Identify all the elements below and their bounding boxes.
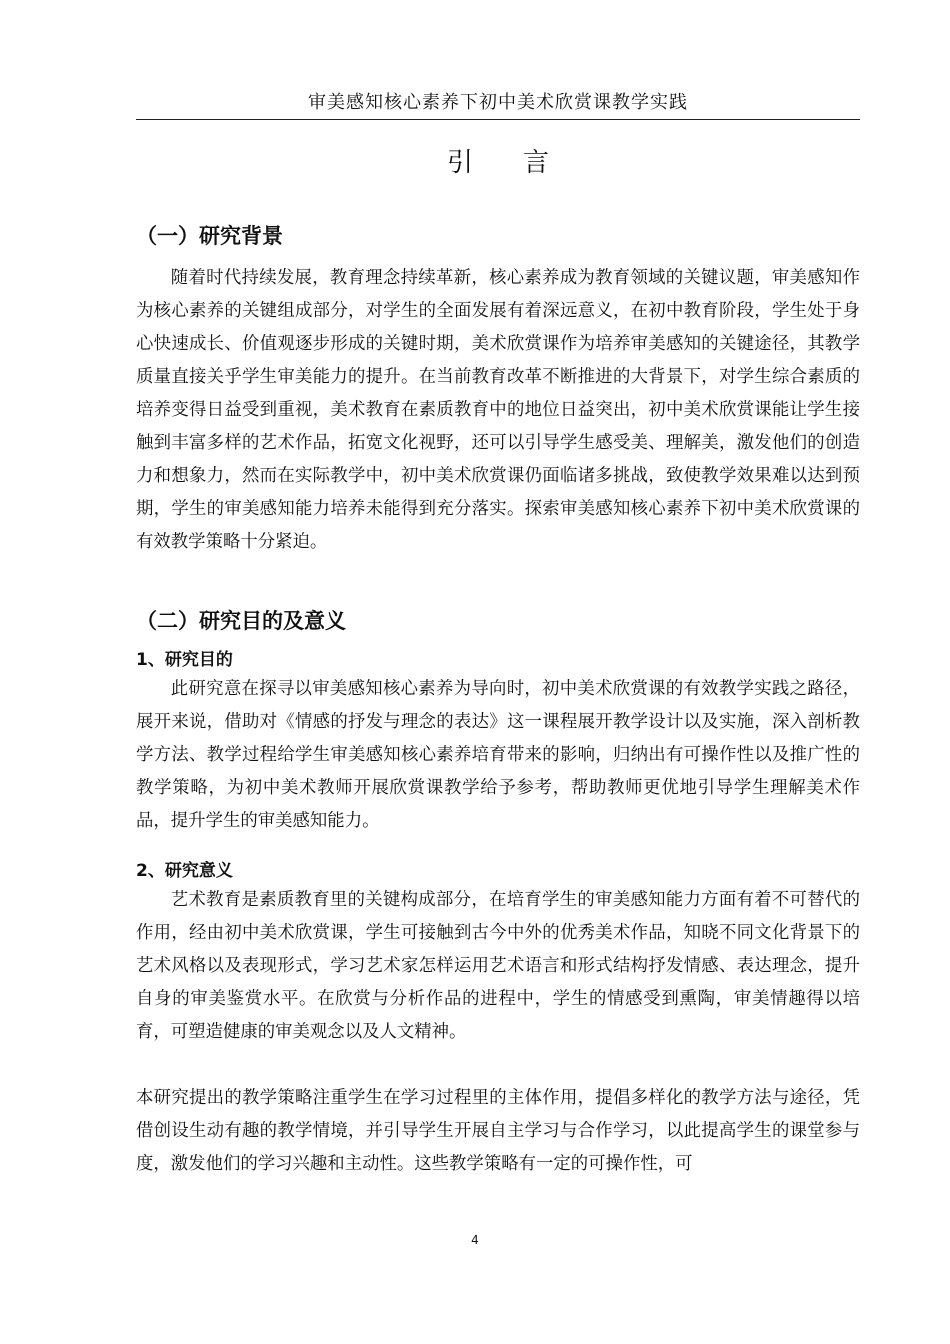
page-header: 审美感知核心素养下初中美术欣赏课教学实践 <box>308 92 688 113</box>
paragraph-background: 随着时代持续发展，教育理念持续革新，核心素养成为教育领域的关键议题，审美感知作为核心素养的关键组成部分，对学生的全面发展有着深远意义，在初中教育阶段，学生处于身心快速成长、价值观逐步形成的关键时期，美术欣赏课作为培养审美感知的关键途径，其教学质量直接关乎学生审美能力的提升。在当前教育改革不断推进的大背景下，对学生综合素质的培养变得日益受到重视，美术教育在素质教育中的地位日益突出，初中美术欣赏课能让学生接触到丰富多样的艺术作品，拓宽文化视野，还可以引导学生感受美、理解美，激发他们的创造力和想象力，然而在实际教学中，初中美术欣赏课仍面临诸多挑战，致使教学效果难以达到预期，学生的审美感知能力培养未能得到充分落实。探索审美感知核心素养下初中美术欣赏课的有效教学策略十分紧迫。 <box>136 268 860 552</box>
paragraph-purpose: 此研究意在探寻以审美感知核心素养为导向时，初中美术欣赏课的有效教学实践之路径，展开来说，借助对《情感的抒发与理念的表达》这一课程展开教学设计以及实施，深入剖析教学方法、教学过程给学生审美感知核心素养培育带来的影响，归纳出有可操作性以及推广性的教学策略，为初中美术教师开展欣赏课教学给予参考，帮助教师更优地引导学生理解美术作品，提升学生的审美感知能力。 <box>136 679 860 831</box>
section-heading-background: （一）研究背景 <box>136 224 283 248</box>
paragraph-significance-1: 艺术教育是素质教育里的关键构成部分，在培育学生的审美感知能力方面有着不可替代的作用，经由初中美术欣赏课，学生可接触到古今中外的优秀美术作品，知晓不同文化背景下的艺术风格以及表现形式，学习艺术家怎样运用艺术语言和形式结构抒发情感、表达理念，提升自身的审美鉴赏水平。在欣赏与分析作品的进程中，学生的情感受到熏陶，审美情趣得以培育，可塑造健康的审美观念以及人文精神。 <box>136 890 860 1042</box>
section-heading-purpose-significance: （二）研究目的及意义 <box>136 609 346 633</box>
page-number: 4 <box>471 1233 479 1247</box>
paragraph-significance-2: 本研究提出的教学策略注重学生在学习过程里的主体作用，提倡多样化的教学方法与途径，凭借创设生动有趣的教学情境，并引导学生开展自主学习与合作学习，以此提高学生的课堂参与度，激发他们的学习兴趣和主动性。这些教学策略有一定的可操作性，可 <box>136 1088 860 1174</box>
sub-heading-purpose: 1、研究目的 <box>136 650 233 670</box>
page-title: 引言 <box>446 148 599 178</box>
sub-heading-significance: 2、研究意义 <box>136 861 233 881</box>
header-rule <box>136 119 860 120</box>
